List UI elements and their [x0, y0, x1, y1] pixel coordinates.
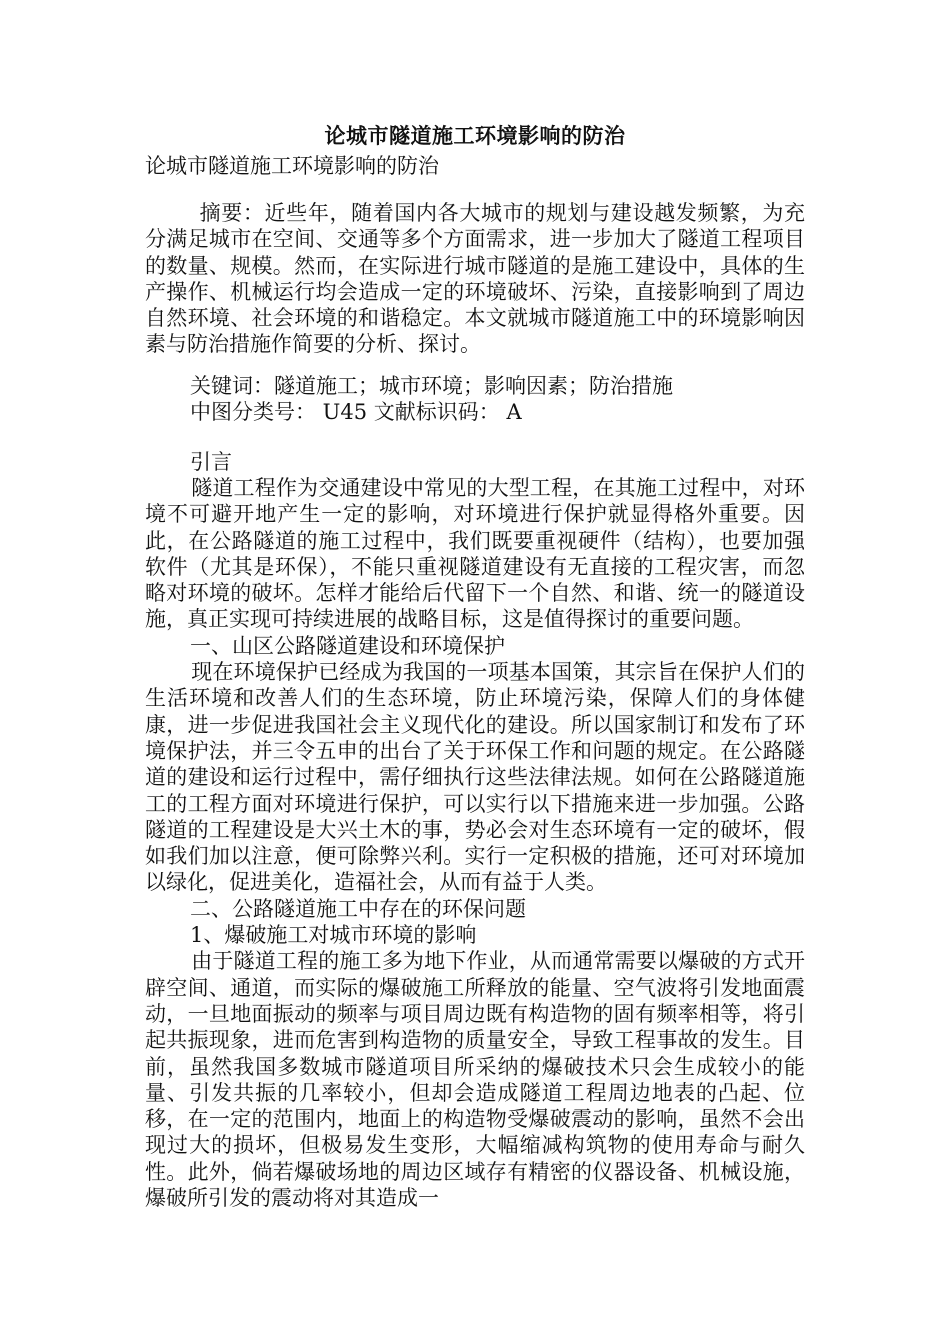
- intro-heading: 引言: [190, 450, 232, 474]
- document-subtitle: 论城市隧道施工环境影响的防治: [145, 154, 439, 178]
- abstract-paragraph: 摘要：近些年，随着国内各大城市的规划与建设越发频繁，为充分满足城市在空间、交通等多个方面需求，进一步加大了隧道工程项目的数量、规模。然而，在实际进行城市隧道的是施工建设中，具体的生产操作、机械运行均会造成一定的环境破坏、污染，直接影响到了周边自然环境、社会环境的和谐稳定。本文就城市隧道施工中的环境影响因素与防治措施作简要的分析、探讨。: [145, 201, 805, 357]
- section-2-paragraph: 由于隧道工程的施工多为地下作业，从而通常需要以爆破的方式开辟空间、通道，而实际的爆破施工所释放的能量、空气波将引发地面震动，一旦地面振动的频率与项目周边既有构造物的固有频率相等，将引起共振现象，进而危害到构造物的质量安全，导致工程事故的发生。目前，虽然我国多数城市隧道项目所采纳的爆破技术只会生成较小的能量、引发共振的几率较小，但却会造成隧道工程周边地表的凸起、位移，在一定的范围内，地面上的构造物受爆破震动的影响，虽然不会出现过大的损坏，但极易发生变形，大幅缩减构筑物的使用寿命与耐久性。此外，倘若爆破场地的周边区域存有精密的仪器设备、机械设施，爆破所引发的震动将对其造成一: [145, 949, 805, 1211]
- classification-line: 中图分类号： U45 文献标识码： A: [190, 400, 522, 424]
- section-2-subheading: 1、爆破施工对城市环境的影响: [190, 923, 477, 948]
- body-flow: [145, 475, 805, 1211]
- intro-paragraph: 隧道工程作为交通建设中常见的大型工程，在其施工过程中，对环境不可避开地产生一定的影响，对环境进行保护就显得格外重要。因此，在公路隧道的施工过程中，我们既要重视硬件（结构），也要加强软件（尤其是环保），不能只重视隧道建设有无直接的工程灾害，而忽略对环境的破坏。怎样才能给后代留下一个自然、和谐、统一的隧道设施，真正实现可持续进展的战略目标，这是值得探讨的重要问题。: [145, 476, 805, 632]
- document-title: 论城市隧道施工环境影响的防治: [324, 123, 626, 148]
- section-1-heading: 一、山区公路隧道建设和环境保护: [190, 633, 505, 658]
- section-2-heading: 二、公路隧道施工中存在的环保问题: [190, 896, 526, 921]
- keywords-line: 关键词：隧道施工；城市环境；影响因素；防治措施: [190, 374, 673, 398]
- section-1-paragraph: 现在环境保护已经成为我国的一项基本国策，其宗旨在保护人们的生活环境和改善人们的生态环境，防止环境污染，保障人们的身体健康，进一步促进我国社会主义现代化的建设。所以国家制订和发布了环境保护法，并三令五申的出台了关于环保工作和问题的规定。在公路隧道的建设和运行过程中，需仔细执行这些法律法规。如何在公路隧道施工的工程方面对环境进行保护，可以实行以下措施来进一步加强。公路隧道的工程建设是大兴土木的事，势必会对生态环境有一定的破坏，假如我们加以注意，便可除弊兴利。实行一定积极的措施，还可对环境加以绿化，促进美化，造福社会，从而有益于人类。: [145, 660, 805, 895]
